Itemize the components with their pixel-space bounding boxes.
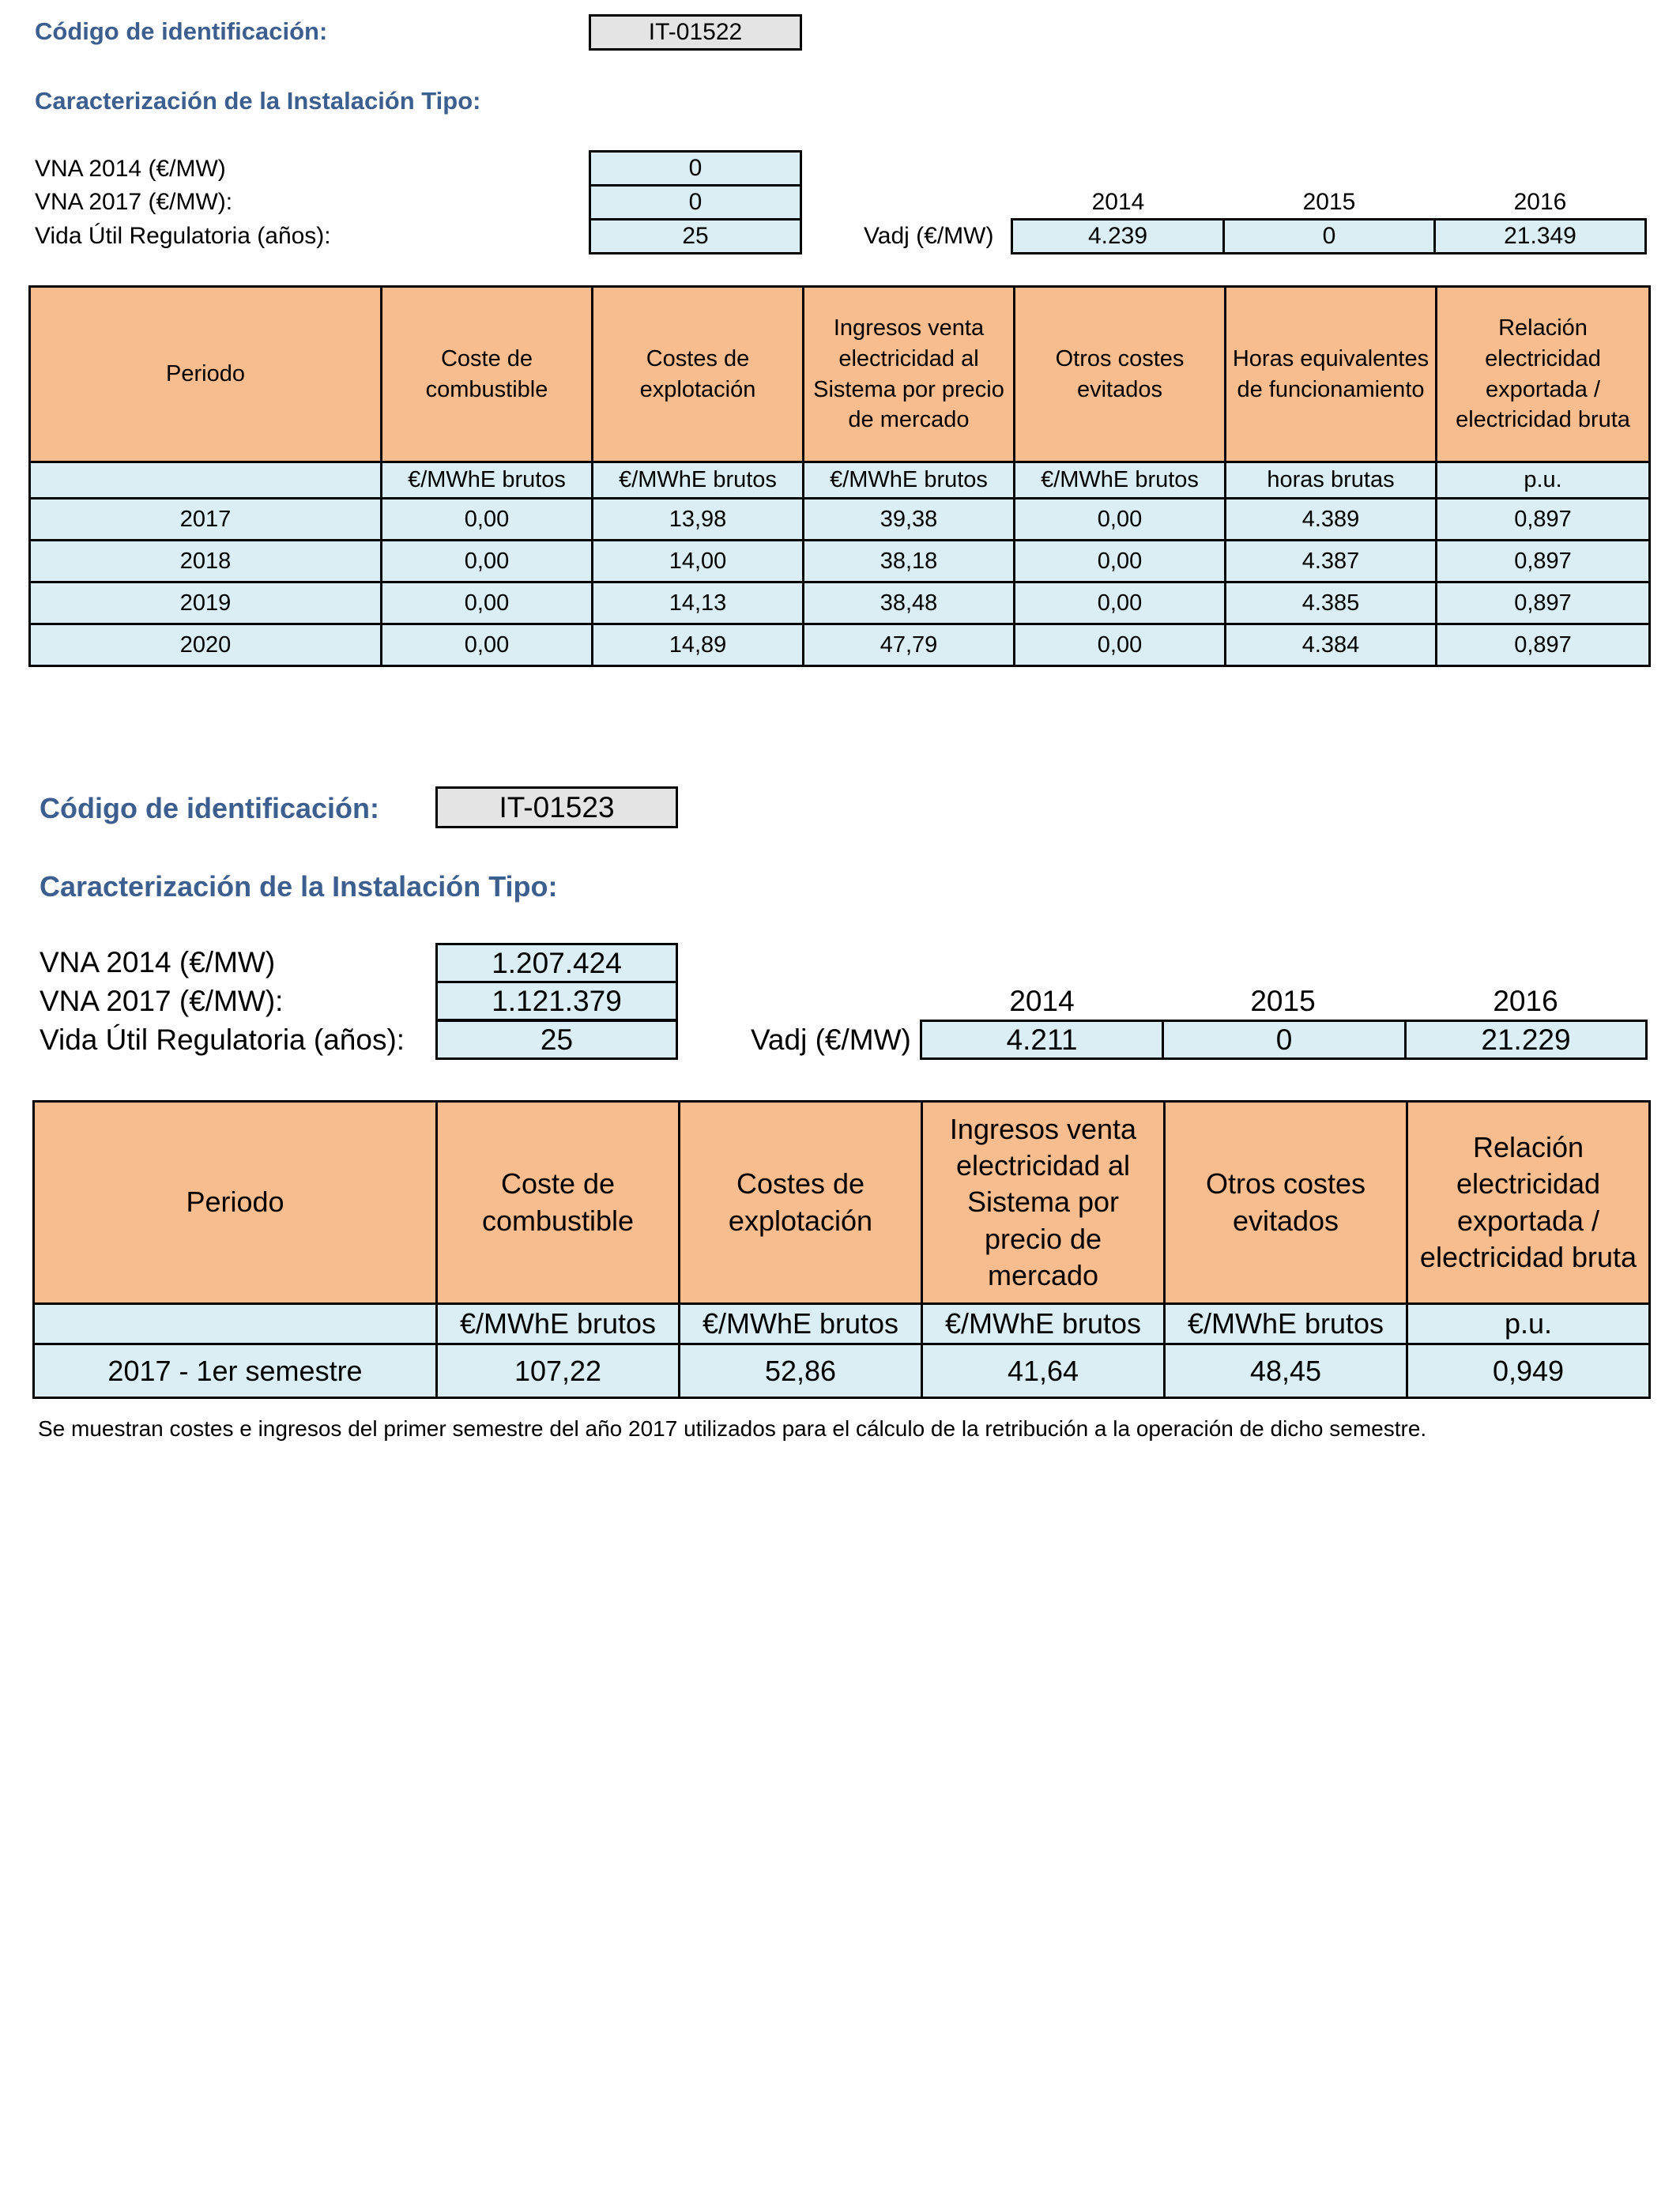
unit-cell: p.u. <box>1407 1304 1650 1344</box>
table-cell: 107,22 <box>437 1344 680 1398</box>
characterization-title: Caracterización de la Instalación Tipo: <box>40 870 558 903</box>
id-label: Código de identificación: <box>40 792 379 824</box>
table-cell: 0,00 <box>1015 582 1226 624</box>
vadj-label: Vadj (€/MW) <box>751 1023 911 1056</box>
unit-cell: €/MWhE brutos <box>922 1304 1165 1344</box>
table-units-row <box>30 462 1650 499</box>
header-periodo: Periodo <box>34 1102 437 1304</box>
vadj-value-2016: 21.229 <box>1404 1020 1648 1060</box>
table-cell: 0,00 <box>1015 541 1226 582</box>
table-row <box>30 499 1650 541</box>
unit-cell: p.u. <box>1437 462 1650 499</box>
header-coste-combustible: Coste de combustible <box>437 1102 680 1304</box>
unit-cell <box>34 1304 437 1344</box>
table-cell: 4.389 <box>1226 499 1437 541</box>
id-value-field: IT-01522 <box>589 14 802 51</box>
vida-util-label: Vida Útil Regulatoria (años): <box>35 223 331 249</box>
unit-cell <box>30 462 382 499</box>
vida-util-value: 25 <box>435 1020 678 1060</box>
table-cell: 13,98 <box>593 499 804 541</box>
header-otros-costes: Otros costes evitados <box>1165 1102 1407 1304</box>
header-periodo: Periodo <box>30 287 382 462</box>
header-ingresos-venta: Ingresos venta electricidad al Sistema por precio de mercado <box>922 1102 1165 1304</box>
cost-table <box>32 1100 1651 1399</box>
cost-table <box>28 285 1651 667</box>
table-cell: 0,00 <box>382 541 593 582</box>
table-cell: 0,00 <box>1015 624 1226 666</box>
unit-cell: horas brutas <box>1226 462 1437 499</box>
vadj-year-2015: 2015 <box>1250 985 1316 1017</box>
vna2017-value: 0 <box>589 184 802 221</box>
header-costes-explotacion: Costes de explotación <box>680 1102 922 1304</box>
vadj-label: Vadj (€/MW) <box>864 223 994 249</box>
vadj-year-2016: 2016 <box>1493 985 1558 1017</box>
vna2014-label: VNA 2014 (€/MW) <box>35 156 226 182</box>
characterization-title: Caracterización de la Instalación Tipo: <box>35 87 481 115</box>
table-cell: 14,89 <box>593 624 804 666</box>
table-cell: 4.384 <box>1226 624 1437 666</box>
unit-cell: €/MWhE brutos <box>382 462 593 499</box>
table-cell: 48,45 <box>1165 1344 1407 1398</box>
header-costes-explotacion: Costes de explotación <box>593 287 804 462</box>
table-cell: 14,00 <box>593 541 804 582</box>
table-cell: 2017 <box>30 499 382 541</box>
unit-cell: €/MWhE brutos <box>593 462 804 499</box>
table-cell: 2018 <box>30 541 382 582</box>
table-cell: 0,897 <box>1437 582 1650 624</box>
vadj-year-2016: 2016 <box>1513 189 1567 215</box>
table-cell: 41,64 <box>922 1344 1165 1398</box>
header-coste-combustible: Coste de combustible <box>382 287 593 462</box>
table-cell: 2019 <box>30 582 382 624</box>
unit-cell: €/MWhE brutos <box>680 1304 922 1344</box>
id-label: Código de identificación: <box>35 17 328 45</box>
vadj-value-2015: 0 <box>1162 1020 1407 1060</box>
vna2014-label: VNA 2014 (€/MW) <box>40 946 276 978</box>
table-cell: 38,48 <box>804 582 1015 624</box>
table-cell: 14,13 <box>593 582 804 624</box>
table-row <box>30 624 1650 666</box>
table-row <box>30 541 1650 582</box>
table-row <box>30 582 1650 624</box>
table-cell: 39,38 <box>804 499 1015 541</box>
table-cell: 4.385 <box>1226 582 1437 624</box>
table-cell: 0,897 <box>1437 624 1650 666</box>
footnote: Se muestran costes e ingresos del primer semestre del año 2017 utilizados para el cálculo de la retribución a la operación de dicho semestre. <box>38 1416 1427 1441</box>
table-units-row <box>34 1304 1650 1344</box>
table-cell: 0,00 <box>382 582 593 624</box>
header-horas-equivalentes: Horas equivalentes de funcionamiento <box>1226 287 1437 462</box>
vna2017-value: 1.121.379 <box>435 981 678 1021</box>
vadj-year-2014: 2014 <box>1009 985 1075 1017</box>
unit-cell: €/MWhE brutos <box>804 462 1015 499</box>
table-header-row <box>30 287 1650 462</box>
table-cell: 52,86 <box>680 1344 922 1398</box>
header-relacion-electricidad: Relación electricidad exportada / electricidad bruta <box>1437 287 1650 462</box>
header-ingresos-venta: Ingresos venta electricidad al Sistema por precio de mercado <box>804 287 1015 462</box>
vadj-year-2014: 2014 <box>1091 189 1145 215</box>
vna2017-label: VNA 2017 (€/MW): <box>40 985 284 1017</box>
table-header-row <box>34 1102 1650 1304</box>
table-cell: 0,00 <box>382 624 593 666</box>
vadj-value-2016: 21.349 <box>1433 218 1647 254</box>
vida-util-label: Vida Útil Regulatoria (años): <box>40 1023 405 1056</box>
table-cell: 47,79 <box>804 624 1015 666</box>
vna2014-value: 0 <box>589 150 802 187</box>
table-cell: 2020 <box>30 624 382 666</box>
vadj-value-2014: 4.239 <box>1011 218 1225 254</box>
vadj-value-2015: 0 <box>1222 218 1436 254</box>
vida-util-value: 25 <box>589 218 802 254</box>
table-cell: 4.387 <box>1226 541 1437 582</box>
vadj-year-2015: 2015 <box>1302 189 1356 215</box>
table-cell: 0,00 <box>382 499 593 541</box>
table-cell: 0,897 <box>1437 541 1650 582</box>
table-cell: 38,18 <box>804 541 1015 582</box>
table-cell: 0,00 <box>1015 499 1226 541</box>
unit-cell: €/MWhE brutos <box>437 1304 680 1344</box>
unit-cell: €/MWhE brutos <box>1165 1304 1407 1344</box>
id-value-field: IT-01523 <box>435 786 678 828</box>
vadj-value-2014: 4.211 <box>920 1020 1164 1060</box>
table-cell: 0,949 <box>1407 1344 1650 1398</box>
header-relacion-electricidad: Relación electricidad exportada / electricidad bruta <box>1407 1102 1650 1304</box>
vna2017-label: VNA 2017 (€/MW): <box>35 189 233 215</box>
table-cell: 0,897 <box>1437 499 1650 541</box>
vna2014-value: 1.207.424 <box>435 943 678 983</box>
table-cell: 2017 - 1er semestre <box>34 1344 437 1398</box>
header-otros-costes: Otros costes evitados <box>1015 287 1226 462</box>
unit-cell: €/MWhE brutos <box>1015 462 1226 499</box>
table-row <box>34 1344 1650 1398</box>
